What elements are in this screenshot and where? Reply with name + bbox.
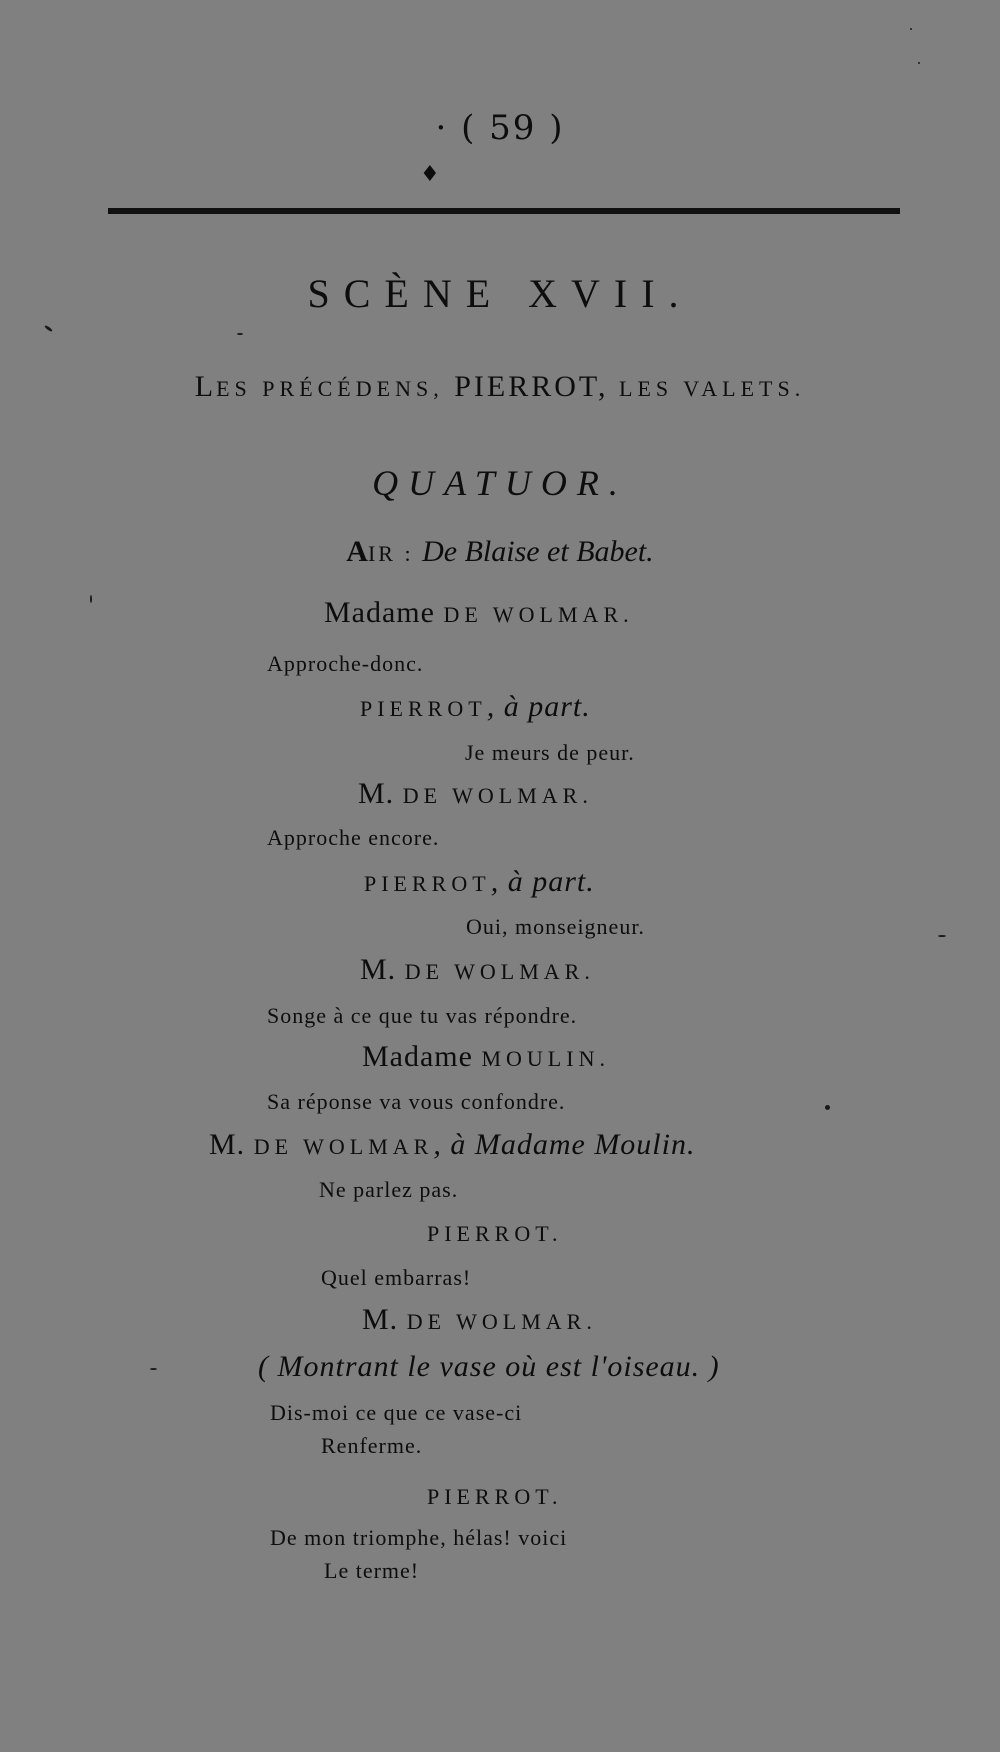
verse-line: Quel embarras! bbox=[321, 1265, 472, 1290]
page-number: · ( 59 ) bbox=[435, 108, 565, 148]
speaker-title: Madame bbox=[362, 1040, 482, 1073]
verse-line: Approche encore. bbox=[267, 825, 440, 850]
speaker-name: DE WOLMAR. bbox=[406, 1309, 597, 1334]
air-label-initial: A bbox=[346, 535, 368, 568]
speaker-name: PIERROT. bbox=[427, 1484, 563, 1509]
ornament-mark: ♦ bbox=[420, 162, 440, 187]
air-line bbox=[0, 535, 1000, 569]
scan-speck bbox=[825, 1105, 830, 1110]
verse-line: Sa réponse va vous confondre. bbox=[267, 1089, 566, 1114]
speaker-line bbox=[358, 777, 593, 811]
speaker-line bbox=[360, 690, 591, 724]
speaker-line bbox=[364, 865, 595, 899]
speaker-name: DE WOLMAR bbox=[253, 1134, 434, 1159]
character-list bbox=[0, 370, 1000, 404]
speaker-aside: , à part. bbox=[490, 865, 595, 898]
character-valets: LES VALETS. bbox=[619, 376, 806, 401]
speaker-line bbox=[427, 1478, 563, 1512]
verse-line: Oui, monseigneur. bbox=[466, 914, 645, 939]
section-heading-quatuor: QUATUOR. bbox=[372, 463, 628, 503]
speaker-title: M. bbox=[360, 953, 405, 986]
air-label: IR : bbox=[367, 541, 423, 566]
speaker-line bbox=[362, 1303, 597, 1337]
character-pierrot: PIERROT bbox=[454, 370, 598, 403]
speaker-name: PIERROT bbox=[360, 696, 487, 721]
header-rule bbox=[108, 208, 900, 214]
verse-line: Le terme! bbox=[324, 1558, 420, 1583]
air-tune: De Blaise et Babet. bbox=[422, 535, 654, 568]
verse-line: Je meurs de peur. bbox=[465, 740, 635, 765]
speaker-name: DE WOLMAR. bbox=[443, 602, 634, 627]
scan-speck bbox=[938, 935, 946, 937]
scan-speck bbox=[237, 333, 243, 335]
speaker-line bbox=[209, 1128, 695, 1162]
verse-line: Songe à ce que tu vas répondre. bbox=[267, 1003, 578, 1028]
speaker-name: PIERROT bbox=[364, 871, 491, 896]
speaker-line bbox=[360, 953, 595, 987]
speaker-name: DE WOLMAR. bbox=[404, 959, 595, 984]
verse-line: De mon triomphe, hélas! voici bbox=[270, 1525, 568, 1550]
speaker-line bbox=[427, 1215, 563, 1249]
speaker-aside: , à part. bbox=[486, 690, 591, 723]
speaker-line bbox=[324, 596, 634, 630]
scan-speck bbox=[44, 325, 53, 333]
character-list-separator: , bbox=[598, 370, 619, 403]
speaker-title: M. bbox=[358, 777, 403, 810]
speaker-name: DE WOLMAR. bbox=[402, 783, 593, 808]
scan-speck bbox=[910, 28, 912, 30]
speaker-name: MOULIN. bbox=[481, 1046, 610, 1071]
speaker-aside: , à Madame Moulin. bbox=[433, 1128, 696, 1161]
verse-line: Renferme. bbox=[321, 1433, 423, 1458]
scan-speck bbox=[150, 1368, 157, 1370]
speaker-name: PIERROT. bbox=[427, 1221, 563, 1246]
stage-direction: ( Montrant le vase où est l'oiseau. ) bbox=[258, 1350, 720, 1383]
speaker-title: Madame bbox=[324, 596, 444, 629]
verse-line: Approche-donc. bbox=[267, 651, 424, 676]
speaker-line bbox=[362, 1040, 610, 1074]
verse-line: Ne parlez pas. bbox=[319, 1177, 459, 1202]
speaker-title: M. bbox=[362, 1303, 407, 1336]
verse-line: Dis-moi ce que ce vase-ci bbox=[270, 1400, 523, 1425]
speaker-title: M. bbox=[209, 1128, 254, 1161]
scan-speck bbox=[918, 62, 920, 64]
character-list-part-1: ES PRÉCÉDENS, bbox=[216, 376, 455, 401]
character-list-initial: L bbox=[194, 370, 217, 403]
scan-speck bbox=[90, 595, 92, 603]
scene-title: SCÈNE XVII. bbox=[307, 271, 693, 316]
